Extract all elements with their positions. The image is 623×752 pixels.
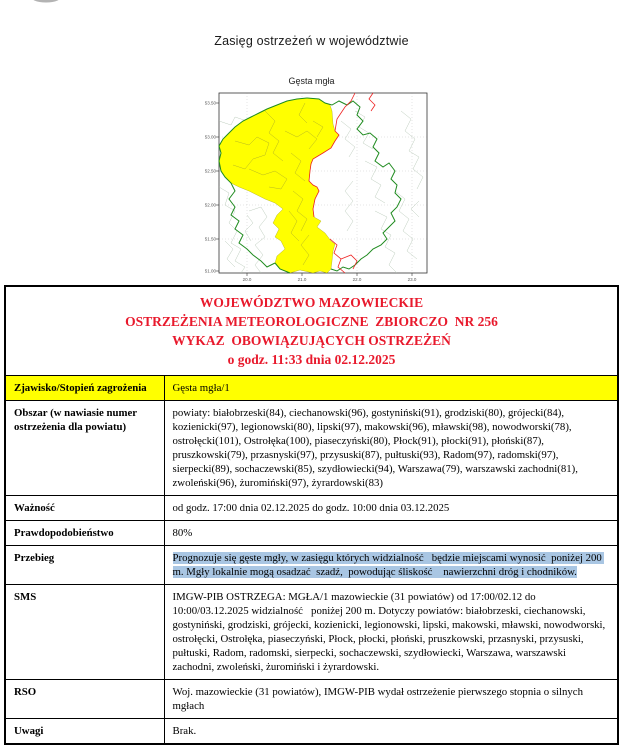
row-value: Gęsta mgła/1 bbox=[164, 376, 618, 401]
row-label: SMS bbox=[5, 585, 164, 680]
row-value: od godz. 17:00 dnia 02.12.2025 do godz. 10:00 dnia 03.12.2025 bbox=[164, 496, 618, 521]
warning-range-map bbox=[205, 91, 433, 283]
svg-text:22.0: 22.0 bbox=[352, 277, 362, 282]
svg-text:21.0: 21.0 bbox=[297, 277, 307, 282]
map-caption-phenomenon: Gęsta mgła bbox=[288, 76, 335, 86]
header-line-issue-time: o godz. 11:33 dnia 02.12.2025 bbox=[227, 352, 396, 367]
row-label: Prawdopodobieństwo bbox=[5, 521, 164, 546]
row-value: IMGW-PIB OSTRZEGA: MGŁA/1 mazowieckie (31 powiatów) od 17:00/02.12 do 10:00/03.12.2025 widzialność poniżej 200 m. Dotyczy powiatów: białobrzeski, ciechanowski, gostyniński, grodziski, grójecki, kozienicki, legionowski, lipski, makowski, mławski, nowodworski, ostrołęcki, Ostrołęka, piaseczyński, Płock, płocki, płoński, pruszkowski, przasnyski, przysuski, pułtuski, Radom, radomski, sierpecki, sochaczewski, szydłowiecki, Warszawa, warszawski zachodni, zwoleński, żuromiński i żyrardowski. bbox=[164, 585, 618, 680]
svg-text:53.00: 53.00 bbox=[205, 134, 216, 140]
row-value: Brak. bbox=[164, 719, 618, 745]
table-row-validity bbox=[5, 496, 618, 521]
table-row-course bbox=[5, 546, 618, 585]
warnings-table bbox=[4, 285, 619, 745]
row-label: RSO bbox=[5, 680, 164, 719]
selected-text: Prognozuje się gęste mgły, w zasięgu których widzialność będzie miejscami wynosić poniżej 200 m. Mgły lokalnie mogą osadzać szadź, powodując śliskość nawierzchni dróg i chodników. bbox=[172, 552, 605, 578]
svg-text:53.50: 53.50 bbox=[205, 100, 216, 106]
table-row-rso bbox=[5, 680, 618, 719]
svg-text:51.00: 51.00 bbox=[205, 268, 216, 274]
svg-text:51.50: 51.50 bbox=[205, 236, 216, 242]
table-row-phenomenon bbox=[5, 376, 618, 401]
page-title: Zasięg ostrzeżeń w województwie bbox=[214, 34, 409, 48]
row-label: Obszar (w nawiasie numer ostrzeżenia dla powiatu) bbox=[5, 401, 164, 496]
svg-text:23.0: 23.0 bbox=[407, 277, 417, 282]
table-row-remarks bbox=[5, 719, 618, 745]
header-line-voivodeship: WOJEWÓDZTWO MAZOWIECKIE bbox=[199, 295, 424, 310]
row-value bbox=[164, 546, 618, 585]
table-row-area bbox=[5, 401, 618, 496]
table-row-sms bbox=[5, 585, 618, 680]
row-value: powiaty: białobrzeski(84), ciechanowski(96), gostyniński(91), grodziski(80), grójecki(84), kozienicki(97), legionowski(80), lipski(97), makowski(96), mławski(98), nowodworski(78), ostrołęcki(101), Ostrołęka(100), piaseczyński(80), Płock(91), płocki(91), płoński(87), pruszkowski(79), przasnyski(97), przysuski(87), pułtuski(93), Radom(97), radomski(97), sierpecki(89), sochaczewski(85), szydłowiecki(94), Warszawa(79), warszawski zachodni(81), zwoleński(96), żuromiński(97), żyrardowski(83) bbox=[164, 401, 618, 496]
row-label: Ważność bbox=[5, 496, 164, 521]
svg-text:52.00: 52.00 bbox=[205, 202, 216, 208]
bulletin-header bbox=[5, 286, 618, 376]
row-label: Zjawisko/Stopień zagrożenia bbox=[5, 376, 164, 401]
map-canvas bbox=[205, 91, 433, 283]
x-axis-labels bbox=[243, 277, 417, 282]
row-label: Uwagi bbox=[5, 719, 164, 745]
header-line-list-title: WYKAZ OBOWIĄZUJĄCYCH OSTRZEŻEŃ bbox=[172, 333, 451, 348]
table-row-probability bbox=[5, 521, 618, 546]
imgw-logo-fragment-icon bbox=[24, 0, 84, 6]
row-value: Woj. mazowieckie (31 powiatów), IMGW-PIB wydał ostrzeżenie pierwszego stopnia o silnych mgłach bbox=[164, 680, 618, 719]
row-value: 80% bbox=[164, 521, 618, 546]
svg-text:52.50: 52.50 bbox=[205, 168, 216, 174]
header-line-bulletin-number: OSTRZEŻENIA METEOROLOGICZNE ZBIORCZO NR 256 bbox=[125, 314, 498, 329]
table-header-row bbox=[5, 286, 618, 376]
y-axis-labels bbox=[205, 101, 216, 274]
row-label: Przebieg bbox=[5, 546, 164, 585]
svg-text:20.0: 20.0 bbox=[242, 277, 252, 282]
